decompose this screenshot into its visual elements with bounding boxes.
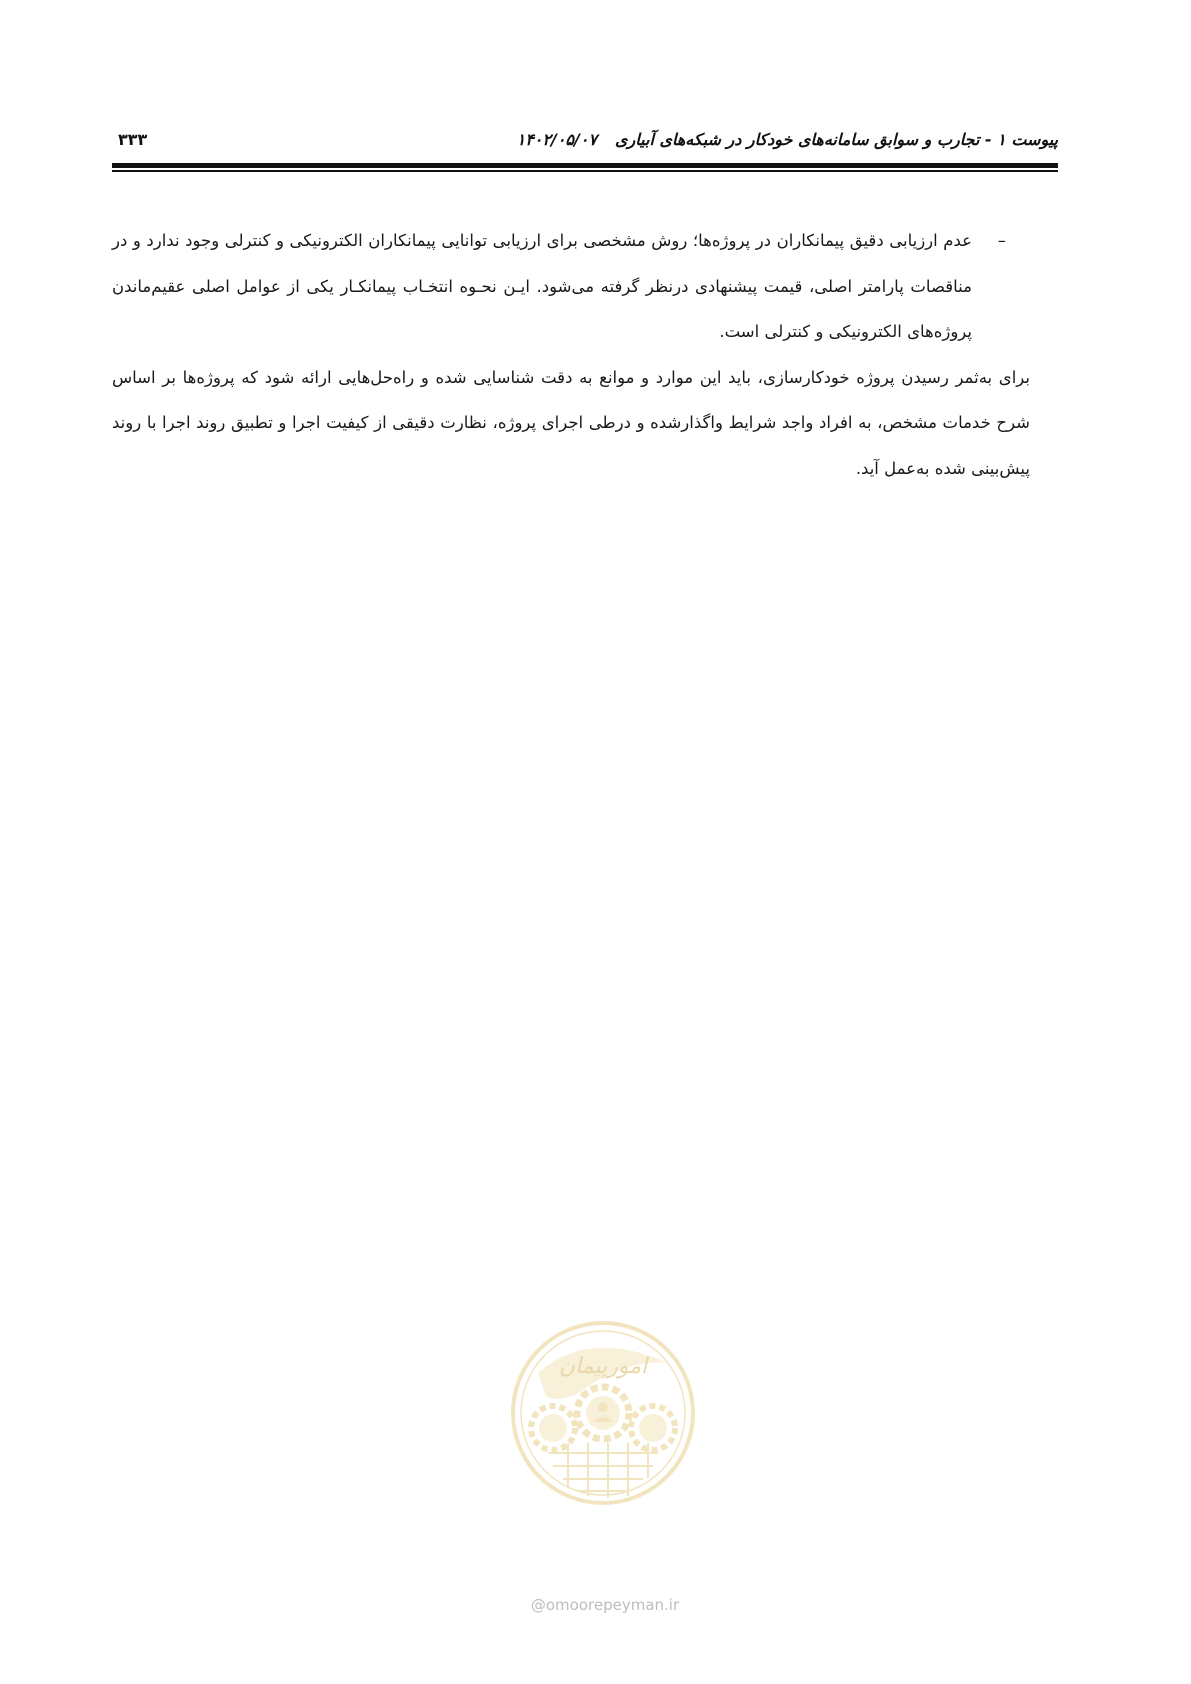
grid-icon [548,1443,658,1498]
body-paragraph [112,355,1058,492]
page-header [112,126,1058,156]
header-date: ۱۴۰۲/۰۵/۰۷ [516,130,598,149]
watermark-caption: @omoorepeyman.ir [530,1596,680,1614]
paragraph-text: برای به‌ثمر رسیدن پروژه خودکارسازی، باید این موارد و موانع به دقت شناسایی شده و راه‌حل‌هایی ارائه شود که پروژه‌ها بر اساس شرح خدمات مشخص، به افراد واجد شرایط واگذارشده و درطی اجرای پروژه، نظارت دقیقی از کیفیت اجرا و تطبیق روند اجرا با روند پیش‌بینی شده به‌عمل آید. [112,367,1030,478]
bullet-text: عدم ارزیابی دقیق پیمانکاران در پروژه‌ها؛ روش مشخصی برای ارزیابی توانایی پیمانکاران الکترونیکی و کنترلی وجود ندارد و در مناقصات پارامتر اصلی، قیمت پیشنهادی درنظر گرفته می‌شود. ایـن نحـوه انتخـاب پیمانکـار یکی از عوامل اصلی عقیم‌ماندن پروژه‌های الکترونیکی و کنترلی است. [112,231,972,341]
gear-icon-right [631,1406,675,1450]
header-title-group [517,130,1058,149]
header-title: پیوست ۱ - تجارب و سوابق سامانه‌های خودکار در شبکه‌های آبیاری [615,130,1058,149]
bullet-item [112,218,1058,355]
page-number: ۳۳۳ [118,130,148,149]
gear-icon-center [577,1387,629,1439]
header-rule-thick [112,163,1058,168]
logo-script: امورپیمان [558,1354,648,1379]
watermark-logo [508,1318,698,1508]
body-text [112,218,1058,491]
header-rule-thin [112,170,1058,172]
bullet-dash: – [997,231,1006,250]
